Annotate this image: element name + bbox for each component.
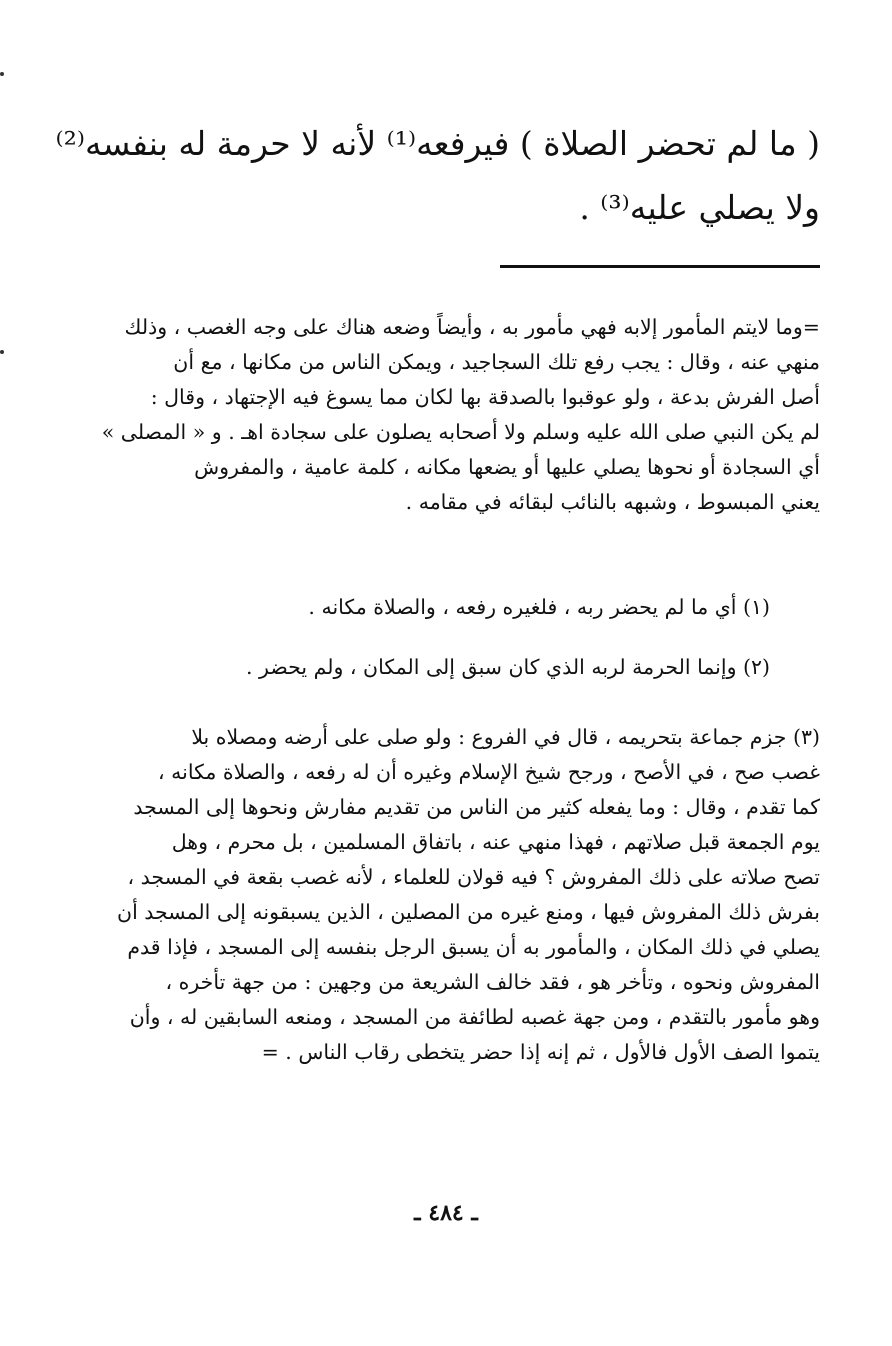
- note-line: يعني المبسوط ، وشبهه بالنائب لبقائه في مقامه .: [405, 490, 820, 514]
- footnote-3-line: يتموا الصف الأول فالأول ، ثم إنه إذا حضر يتخطى رقاب الناس . =: [261, 1040, 820, 1064]
- note-line: أصل الفرش بدعة ، ولو عوقبوا بالصدقة بها لكان مما يسوغ فيه الإجتهاد ، وقال :: [150, 385, 820, 409]
- footnote-1-text: (١) أي ما لم يحضر ربه ، فلغيره رفعه ، والصلاة مكانه .: [308, 595, 770, 619]
- separator-rule: [500, 265, 820, 268]
- note-line: =وما لايتم المأمور إلابه فهي مأمور به ، وأيضاً وضعه هناك على وجه الغصب ، وذلك: [124, 315, 820, 339]
- footnote-3-line: يوم الجمعة قبل صلاتهم ، فهذا منهي عنه ، باتفاق المسلمين ، بل محرم ، وهل: [171, 830, 820, 854]
- continued-note: [80, 310, 820, 520]
- note-line: منهي عنه ، وقال : يجب رفع تلك السجاجيد ، ويمكن الناس من مكانها ، مع أن: [173, 350, 820, 374]
- main-text-line: ولا يصلي عليه⁽³⁾ .: [579, 188, 820, 227]
- footnote-3-line: يصلي في ذلك المكان ، والمأمور به أن يسبق الرجل بنفسه إلى المسجد ، فإذا قدم: [127, 935, 820, 959]
- main-text: [55, 112, 820, 240]
- footnote-1: [80, 590, 770, 625]
- main-text-line: ( ما لم تحضر الصلاة ) فيرفعه⁽¹⁾ لأنه لا حرمة له بنفسه⁽²⁾: [55, 124, 820, 163]
- note-line: أي السجادة أو نحوها يصلي عليها أو يضعها مكانه ، كلمة عامية ، والمفروش: [194, 455, 820, 479]
- margin-mark: [0, 72, 4, 76]
- footnote-3: [80, 720, 820, 1070]
- footnote-3-line: تصح صلاته على ذلك المفروش ؟ فيه قولان للعلماء ، لأنه غصب بقعة في المسجد ،: [127, 865, 820, 889]
- footnote-3-line: غصب صح ، في الأصح ، ورجح شيخ الإسلام وغيره أن له رفعه ، والصلاة مكانه ،: [158, 760, 820, 784]
- margin-mark: [0, 350, 4, 354]
- footnote-2: [80, 650, 770, 685]
- footnote-3-line: بفرش ذلك المفروش فيها ، ومنع غيره من المصلين ، الذين يسبقونه إلى المسجد أن: [117, 900, 820, 924]
- footnote-3-line: المفروش ونحوه ، وتأخر هو ، فقد خالف الشريعة من وجهين : من جهة تأخره ،: [165, 970, 820, 994]
- note-line: لم يكن النبي صلى الله عليه وسلم ولا أصحابه يصلون على سجادة اهـ . و « المصلى »: [101, 420, 820, 444]
- footnote-3-line: (٣) جزم جماعة بتحريمه ، قال في الفروع : ولو صلى على أرضه ومصلاه بلا: [191, 725, 820, 749]
- footnote-3-line: كما تقدم ، وقال : وما يفعله كثير من الناس من تقديم مفارش ونحوها إلى المسجد: [133, 795, 820, 819]
- page-number: ـ ٤٨٤ ـ: [414, 1200, 478, 1226]
- footnote-3-line: وهو مأمور بالتقدم ، ومن جهة غصبه لطائفة من المسجد ، ومنعه السابقين له ، وأن: [129, 1005, 820, 1029]
- footnote-2-text: (٢) وإنما الحرمة لربه الذي كان سبق إلى المكان ، ولم يحضر .: [246, 655, 770, 679]
